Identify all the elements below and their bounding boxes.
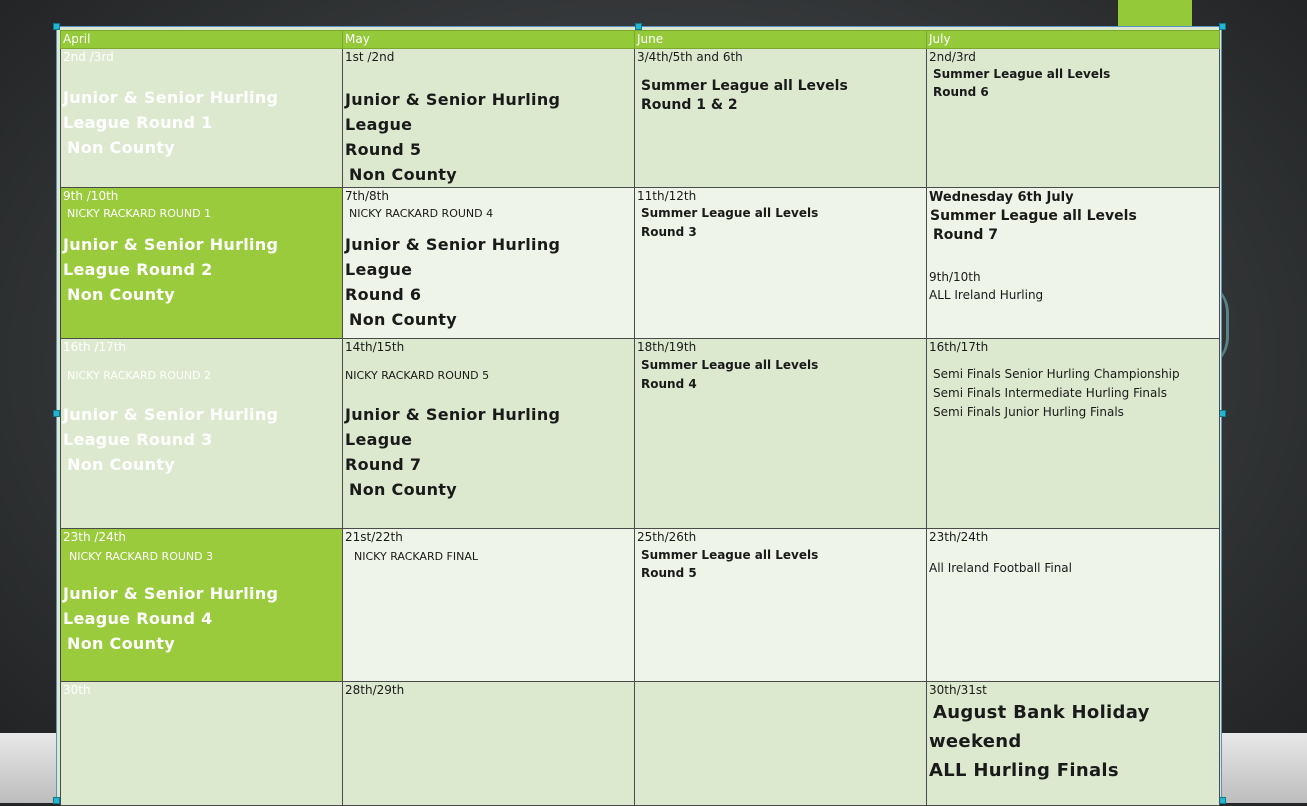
cell-june-week2[interactable] [635, 188, 927, 339]
finals-line: ALL Hurling Finals [929, 760, 1119, 781]
date-label: 1st /2nd [345, 50, 395, 64]
date-label: 9th /10th [63, 189, 119, 203]
finals-line: weekend [929, 731, 1022, 752]
rackard-line: NICKY RACKARD ROUND 1 [67, 207, 212, 220]
table-row [61, 682, 1220, 806]
league-line: Junior & Senior Hurling [63, 235, 279, 254]
league-line: Round 7 [345, 455, 422, 474]
cell-may-week4[interactable] [343, 529, 635, 682]
league-line: League Round 1 [63, 113, 213, 132]
cell-may-week3[interactable] [343, 339, 635, 529]
event-line: All Ireland Football Final [929, 561, 1072, 575]
cell-april-week4[interactable] [61, 529, 343, 682]
league-line: Junior & Senior Hurling [63, 584, 279, 603]
table-row [61, 49, 1220, 188]
cell-july-week5[interactable] [927, 682, 1220, 806]
rackard-line: NICKY RACKARD ROUND 5 [345, 369, 490, 382]
date-label: 30th/31st [929, 683, 987, 697]
league-line: Junior & Senior Hurling League [345, 405, 561, 449]
league-line: Junior & Senior Hurling [63, 405, 279, 424]
month-header-may[interactable]: May [343, 31, 635, 49]
league-line: Non County [349, 480, 457, 499]
event-line: Round 4 [641, 377, 697, 391]
table-row [61, 188, 1220, 339]
date-label: 2nd/3rd [929, 50, 976, 64]
date-label: 16th /17th [63, 340, 127, 354]
resize-handle-top-left[interactable] [53, 23, 60, 30]
month-header-june[interactable]: June [635, 31, 927, 49]
cell-june-week3[interactable] [635, 339, 927, 529]
resize-handle-middle-left[interactable] [53, 410, 60, 417]
date-label: Wednesday 6th July [929, 190, 1074, 205]
date-label: 21st/22th [345, 530, 403, 544]
event-line: Summer League all Levels [641, 78, 848, 94]
semi-final-line: Semi Finals Senior Hurling Championship [933, 367, 1180, 381]
league-line: Non County [67, 634, 175, 653]
date-label: 28th/29th [345, 683, 405, 697]
resize-handle-middle-right[interactable] [1219, 410, 1226, 417]
date-label: 7th/8th [345, 189, 389, 203]
rackard-line: NICKY RACKARD ROUND 2 [67, 369, 212, 382]
cell-april-week3[interactable] [61, 339, 343, 529]
cell-april-week2[interactable] [61, 188, 343, 339]
cell-july-week2[interactable] [927, 188, 1220, 339]
semi-final-line: Semi Finals Junior Hurling Finals [933, 405, 1124, 419]
date-label: 14th/15th [345, 340, 405, 354]
table-row [61, 529, 1220, 682]
event-line: Summer League all Levels [930, 208, 1137, 224]
header-row [61, 31, 1220, 49]
league-line: Non County [67, 138, 175, 157]
date-label: 30th [63, 683, 91, 697]
event-line: Round 6 [933, 85, 989, 99]
month-header-april[interactable]: April [61, 31, 343, 49]
league-line: Non County [349, 165, 457, 184]
event-line: Round 5 [641, 566, 697, 580]
event-line: Summer League all Levels [641, 548, 819, 562]
event-line: Summer League all Levels [641, 358, 819, 372]
date-label: 25th/26th [637, 530, 697, 544]
event-line: Round 1 & 2 [641, 97, 738, 113]
resize-handle-top-right[interactable] [1219, 23, 1226, 30]
league-line: Non County [67, 285, 175, 304]
date-label: 23th/24th [929, 530, 989, 544]
league-line: Junior & Senior Hurling League [345, 235, 561, 279]
fixtures-calendar-table[interactable] [60, 30, 1220, 806]
cell-july-week1[interactable] [927, 49, 1220, 188]
finals-line: August Bank Holiday [933, 702, 1150, 723]
cell-july-week4[interactable] [927, 529, 1220, 682]
league-line: League Round 2 [63, 260, 213, 279]
league-line: Round 6 [345, 285, 422, 304]
date-label: 11th/12th [637, 189, 697, 203]
rackard-line: NICKY RACKARD ROUND 4 [349, 207, 494, 220]
semi-final-line: Semi Finals Intermediate Hurling Finals [933, 386, 1167, 400]
date-label: 23th /24th [63, 530, 127, 544]
cell-may-week1[interactable] [343, 49, 635, 188]
league-line: League Round 3 [63, 430, 213, 449]
rackard-line: NICKY RACKARD ROUND 3 [69, 550, 214, 563]
league-line: Junior & Senior Hurling League [345, 90, 561, 134]
event-line: Summer League all Levels [641, 206, 819, 220]
date-label: 16th/17th [929, 340, 989, 354]
cell-may-week5[interactable] [343, 682, 635, 806]
date-label: 2nd /3rd [63, 50, 114, 64]
league-line: Junior & Senior Hurling [63, 88, 279, 107]
cell-june-week4[interactable] [635, 529, 927, 682]
event-line: Summer League all Levels [933, 67, 1111, 81]
cell-july-week3[interactable] [927, 339, 1220, 529]
cell-june-week1[interactable] [635, 49, 927, 188]
event-line: ALL Ireland Hurling [929, 288, 1044, 302]
league-line: Non County [67, 455, 175, 474]
league-line: League Round 4 [63, 609, 213, 628]
cell-june-week5[interactable] [635, 682, 927, 806]
cell-april-week1[interactable] [61, 49, 343, 188]
cell-may-week2[interactable] [343, 188, 635, 339]
event-line: Round 3 [641, 225, 697, 239]
rackard-line: NICKY RACKARD FINAL [354, 550, 479, 563]
resize-handle-top-center[interactable] [635, 23, 642, 30]
event-line: Round 7 [933, 227, 998, 243]
table-row [61, 339, 1220, 529]
date-label: 9th/10th [929, 270, 981, 284]
cell-april-week5[interactable] [61, 682, 343, 806]
date-label: 18th/19th [637, 340, 697, 354]
league-line: Non County [349, 310, 457, 329]
league-line: Round 5 [345, 140, 422, 159]
date-label: 3/4th/5th and 6th [637, 50, 743, 64]
month-header-july[interactable]: July [927, 31, 1220, 49]
